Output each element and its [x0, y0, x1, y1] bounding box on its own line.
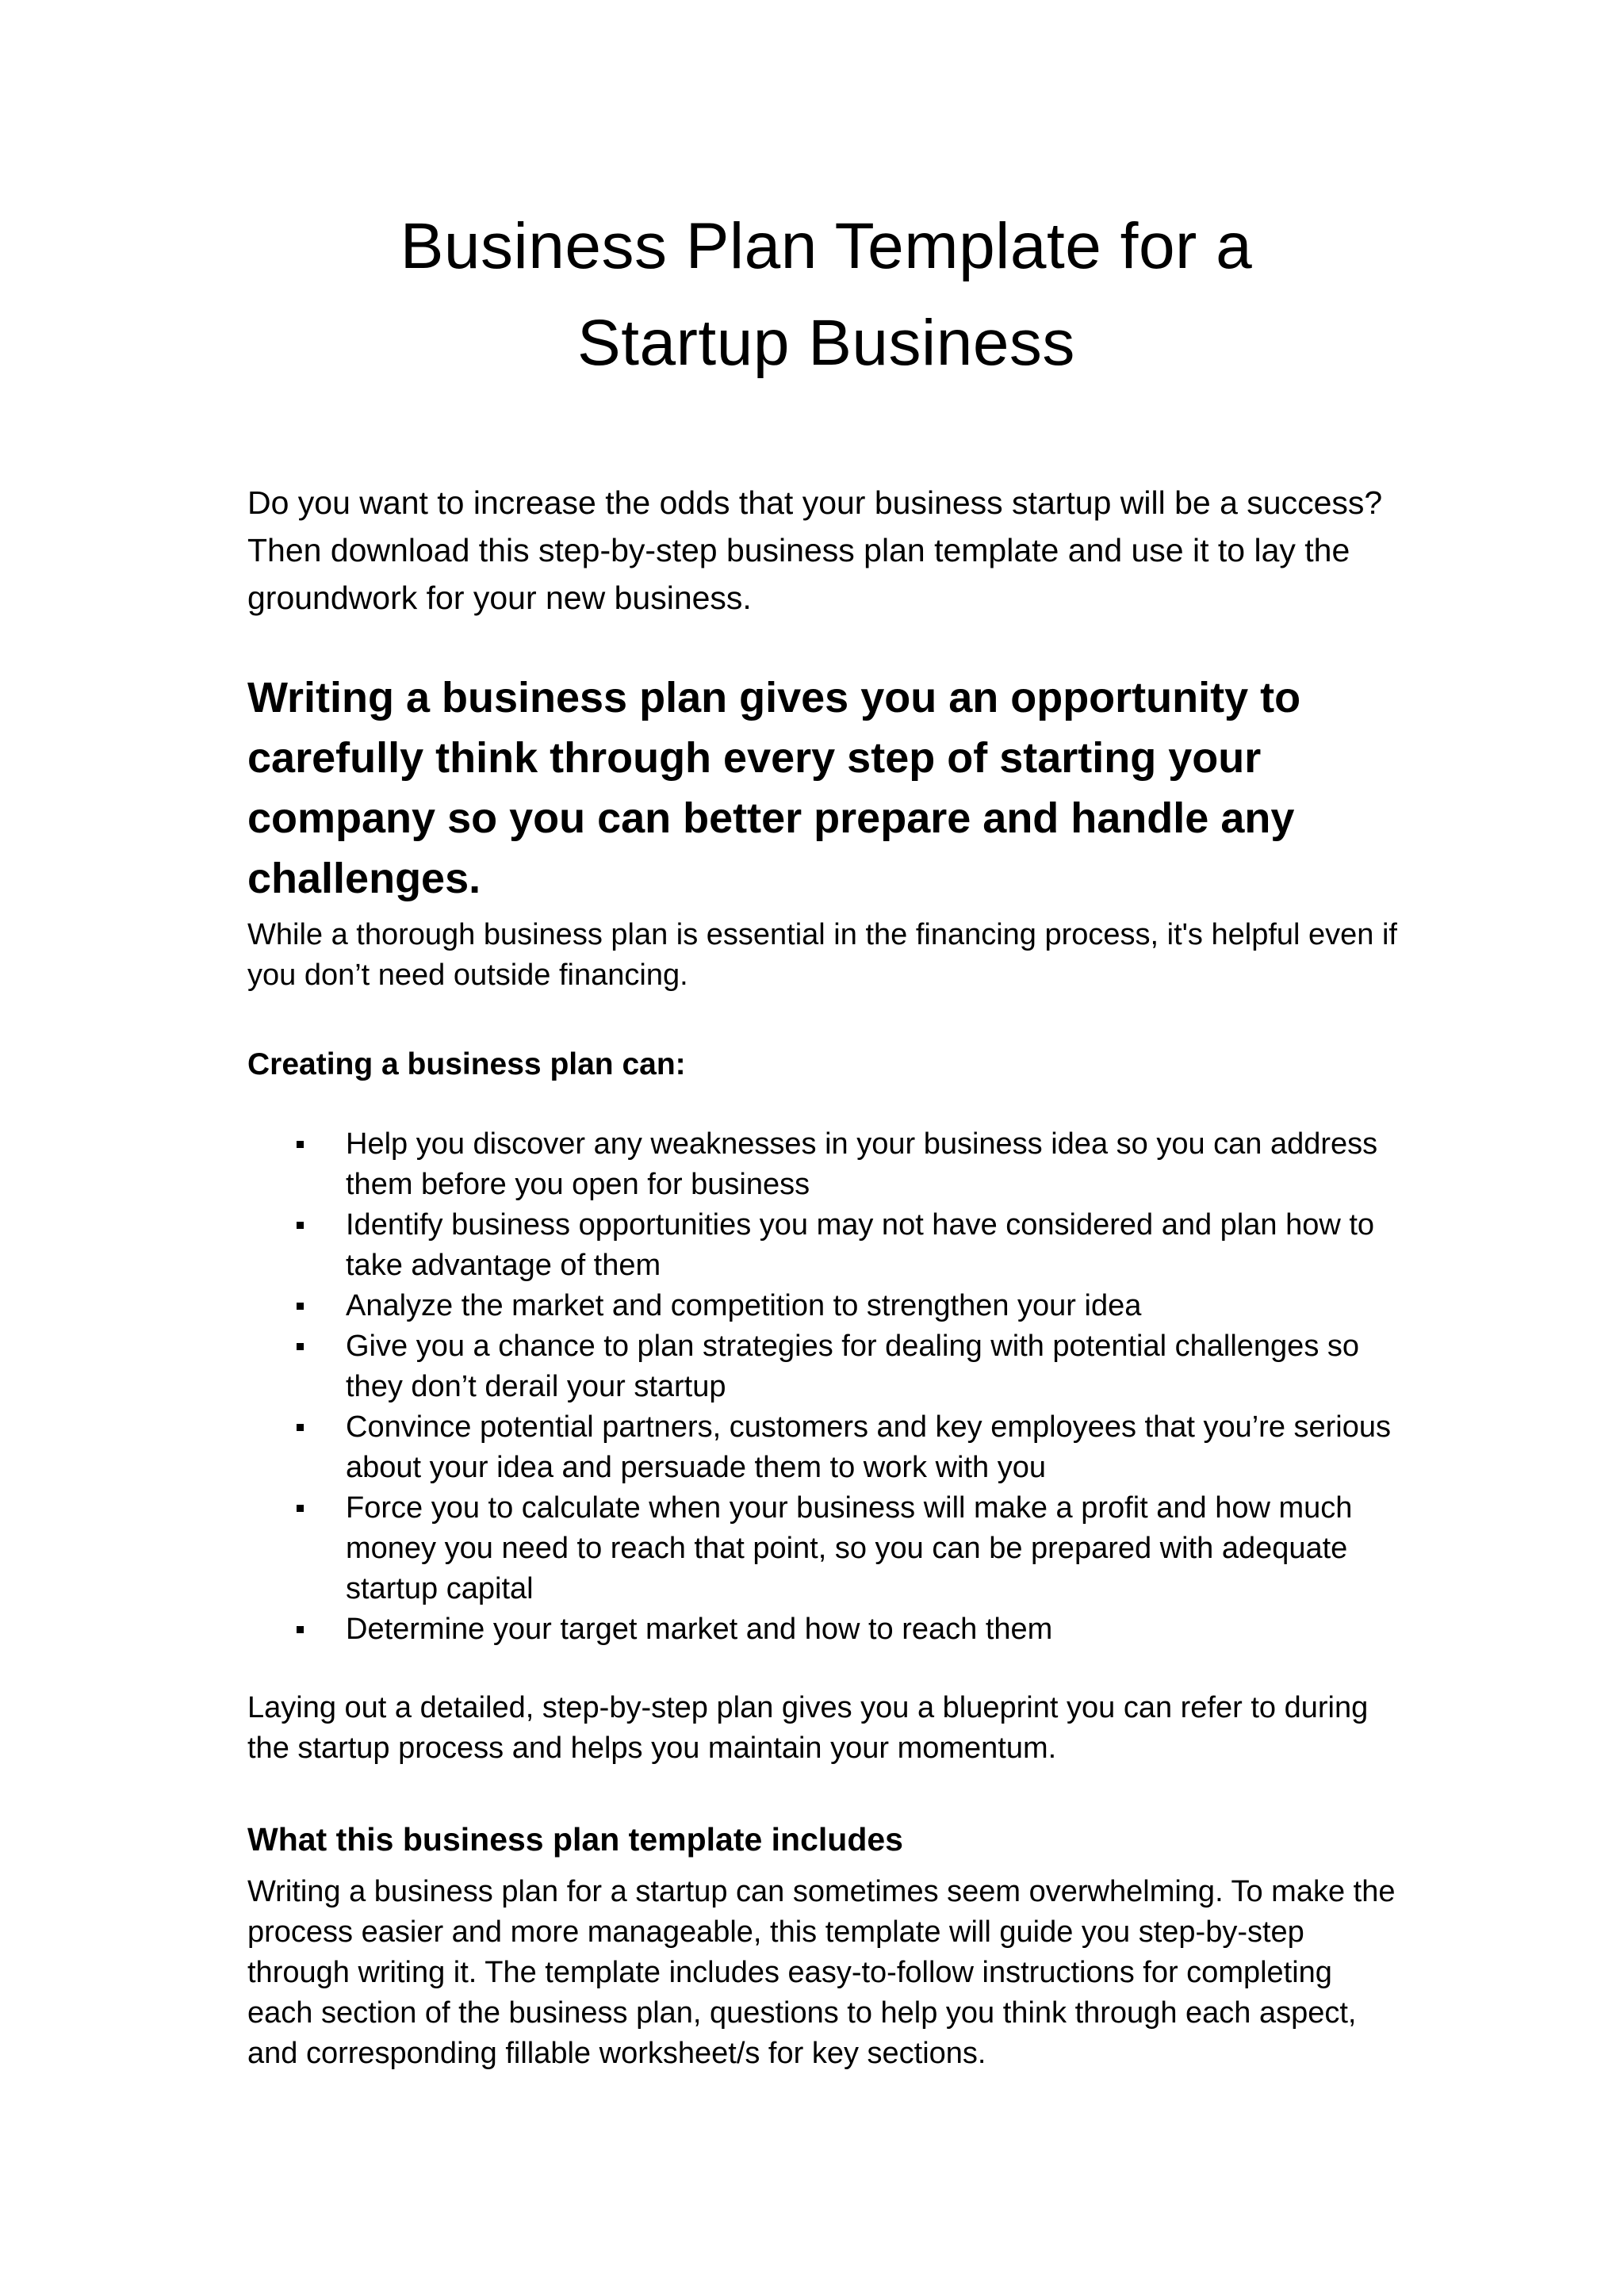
- intro-paragraph: Do you want to increase the odds that your business startup will be a success? Then download this step-by-step business plan template and use it to lay the groundwork for your new business.: [247, 484, 1383, 616]
- document-content: [247, 198, 1405, 2074]
- financing-paragraph: While a thorough business plan is essential in the financing process, it's helpful even if you don’t need outside financing.: [247, 918, 1397, 992]
- list-item: [247, 1407, 1405, 1488]
- list-item: [247, 1609, 1405, 1650]
- title-line-2: Startup Business: [577, 307, 1075, 379]
- square-bullet-icon: [297, 1505, 304, 1512]
- square-bullet-icon: [297, 1141, 304, 1148]
- list-item: [247, 1286, 1405, 1326]
- list-item: [247, 1205, 1405, 1286]
- list-item: [247, 1124, 1405, 1205]
- section-heading: What this business plan template includes: [247, 1821, 903, 1858]
- list-item-text: Help you discover any weaknesses in your business idea so you can address them before you open for business: [346, 1127, 1378, 1201]
- benefits-list: [247, 1124, 1405, 1650]
- list-item-text: Convince potential partners, customers and key employees that you’re serious about your idea and persuade them to work with you: [346, 1410, 1392, 1484]
- square-bullet-icon: [297, 1424, 304, 1431]
- list-item-text: Analyze the market and competition to strengthen your idea: [346, 1289, 1142, 1322]
- square-bullet-icon: [297, 1343, 304, 1350]
- title-line-1: Business Plan Template for a: [400, 210, 1253, 282]
- document-title: [247, 198, 1405, 392]
- square-bullet-icon: [297, 1303, 304, 1310]
- list-item-text: Give you a chance to plan strategies for dealing with potential challenges so they don’t derail your startup: [346, 1330, 1360, 1403]
- main-heading: Writing a business plan gives you an opportunity to carefully think through every step of starting your company so you can better prepare and handle any challenges.: [247, 674, 1301, 902]
- list-item-text: Identify business opportunities you may not have considered and plan how to take advantage of them: [346, 1208, 1375, 1282]
- list-heading: Creating a business plan can:: [247, 1047, 686, 1081]
- list-item: [247, 1326, 1405, 1407]
- blueprint-paragraph: Laying out a detailed, step-by-step plan gives you a blueprint you can refer to during the startup process and helps you maintain your momentum.: [247, 1691, 1369, 1765]
- square-bullet-icon: [297, 1626, 304, 1633]
- list-item-text: Force you to calculate when your business will make a profit and how much money you need to reach that point, so you can be prepared with adequate startup capital: [346, 1491, 1353, 1605]
- list-item: [247, 1488, 1405, 1609]
- list-item-text: Determine your target market and how to reach them: [346, 1613, 1053, 1646]
- section-paragraph: Writing a business plan for a startup can sometimes seem overwhelming. To make the process easier and more manageable, this template will guide you step-by-step through writing it. The template includes easy-to-follow instructions for completing each section of the business plan, questions to help you think through each aspect, and corresponding fillable worksheet/s for key sections.: [247, 1875, 1396, 2070]
- square-bullet-icon: [297, 1222, 304, 1229]
